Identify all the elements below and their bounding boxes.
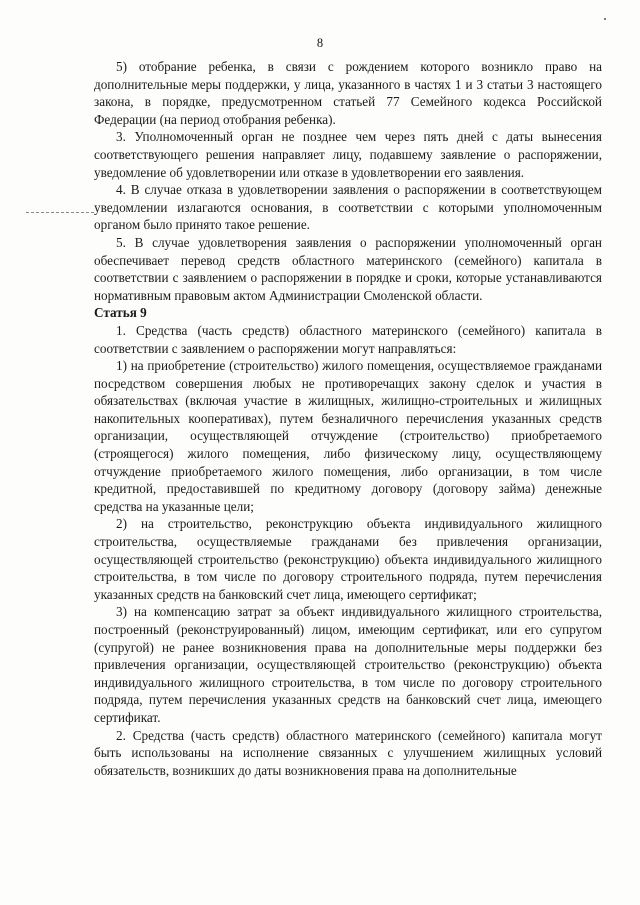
paragraph: 3. Уполномоченный орган не позднее чем через пять дней с даты вынесения соответствующего решения направляет лицу, подавшему заявление о распоряжении, уведомление об удовлетворении или отказе в удовлетворении его заявления.	[94, 129, 602, 180]
page-number: 8	[316, 36, 324, 50]
paragraph: 1) на приобретение (строительство) жилого помещения, осуществляемое гражданами посредством совершения любых не противоречащих закону сделок и участия в обязательствах (включая участие в жилищных, жилищно-строительных и жилищных накопительных кооперативах), путем безналичного перечисления указанных средств организации, осуществляющей отчуждение (строительство) приобретаемого (строящегося) жилого помещения, либо физическому лицу, осуществляющему отчуждение приобретаемого жилого помещения, либо организации, в том числе кредитной, предоставившей по кредитному договору (договору займа) денежные средства на указанные цели;	[94, 358, 602, 514]
article-heading: Статья 9	[94, 305, 147, 321]
document-body	[94, 58, 602, 779]
scan-speck	[604, 18, 606, 20]
paragraph: 1. Средства (часть средств) областного материнского (семейного) капитала в соответствии с заявлением о распоряжении могут направляться:	[94, 322, 602, 356]
paragraph: 2) на строительство, реконструкцию объекта индивидуального жилищного строительства, осуществляемые гражданами без привлечения организации, осуществляющей строительство (реконструкцию) объекта индивидуального жилищного строительства, в том числе по договору строительного подряда, путем перечисления указанных средств на банковский счет лица, имеющего сертификат;	[94, 516, 602, 602]
scan-artifact-line	[26, 212, 94, 213]
paragraph: 2. Средства (часть средств) областного материнского (семейного) капитала могут быть использованы на исполнение связанных с улучшением жилищных условий обязательств, возникших до даты возникновения права на дополнительные	[94, 727, 602, 778]
paragraph: 3) на компенсацию затрат за объект индивидуального жилищного строительства, построенный (реконструированный) лицом, имеющим сертификат, или его супругом (супругой) не ранее возникновения права на дополнительные меры поддержки без привлечения организации, осуществляющей строительство (реконструкцию) объекта индивидуального жилищного строительства, в том числе по договору строительного подряда, путем перечисления указанных средств на банковский счет лица, имеющего сертификат.	[94, 604, 602, 725]
paragraph: 4. В случае отказа в удовлетворении заявления о распоряжении в соответствующем уведомлении излагаются основания, в соответствии с которыми уполномоченным органом было принято такое решение.	[94, 182, 602, 233]
paragraph: 5. В случае удовлетворения заявления о распоряжении уполномоченный орган обеспечивает перевод средств областного материнского (семейного) капитала в соответствии с заявлением о распоряжении в порядке и сроки, которые устанавливаются нормативным правовым актом Администрации Смоленской области.	[94, 234, 602, 303]
paragraph: 5) отобрание ребенка, в связи с рождением которого возникло право на дополнительные меры поддержки, у лица, указанного в частях 1 и 3 статьи 3 настоящего закона, в порядке, предусмотренном статьей 77 Семейного кодекса Российской Федерации (на период отобрания ребенка).	[94, 59, 602, 127]
